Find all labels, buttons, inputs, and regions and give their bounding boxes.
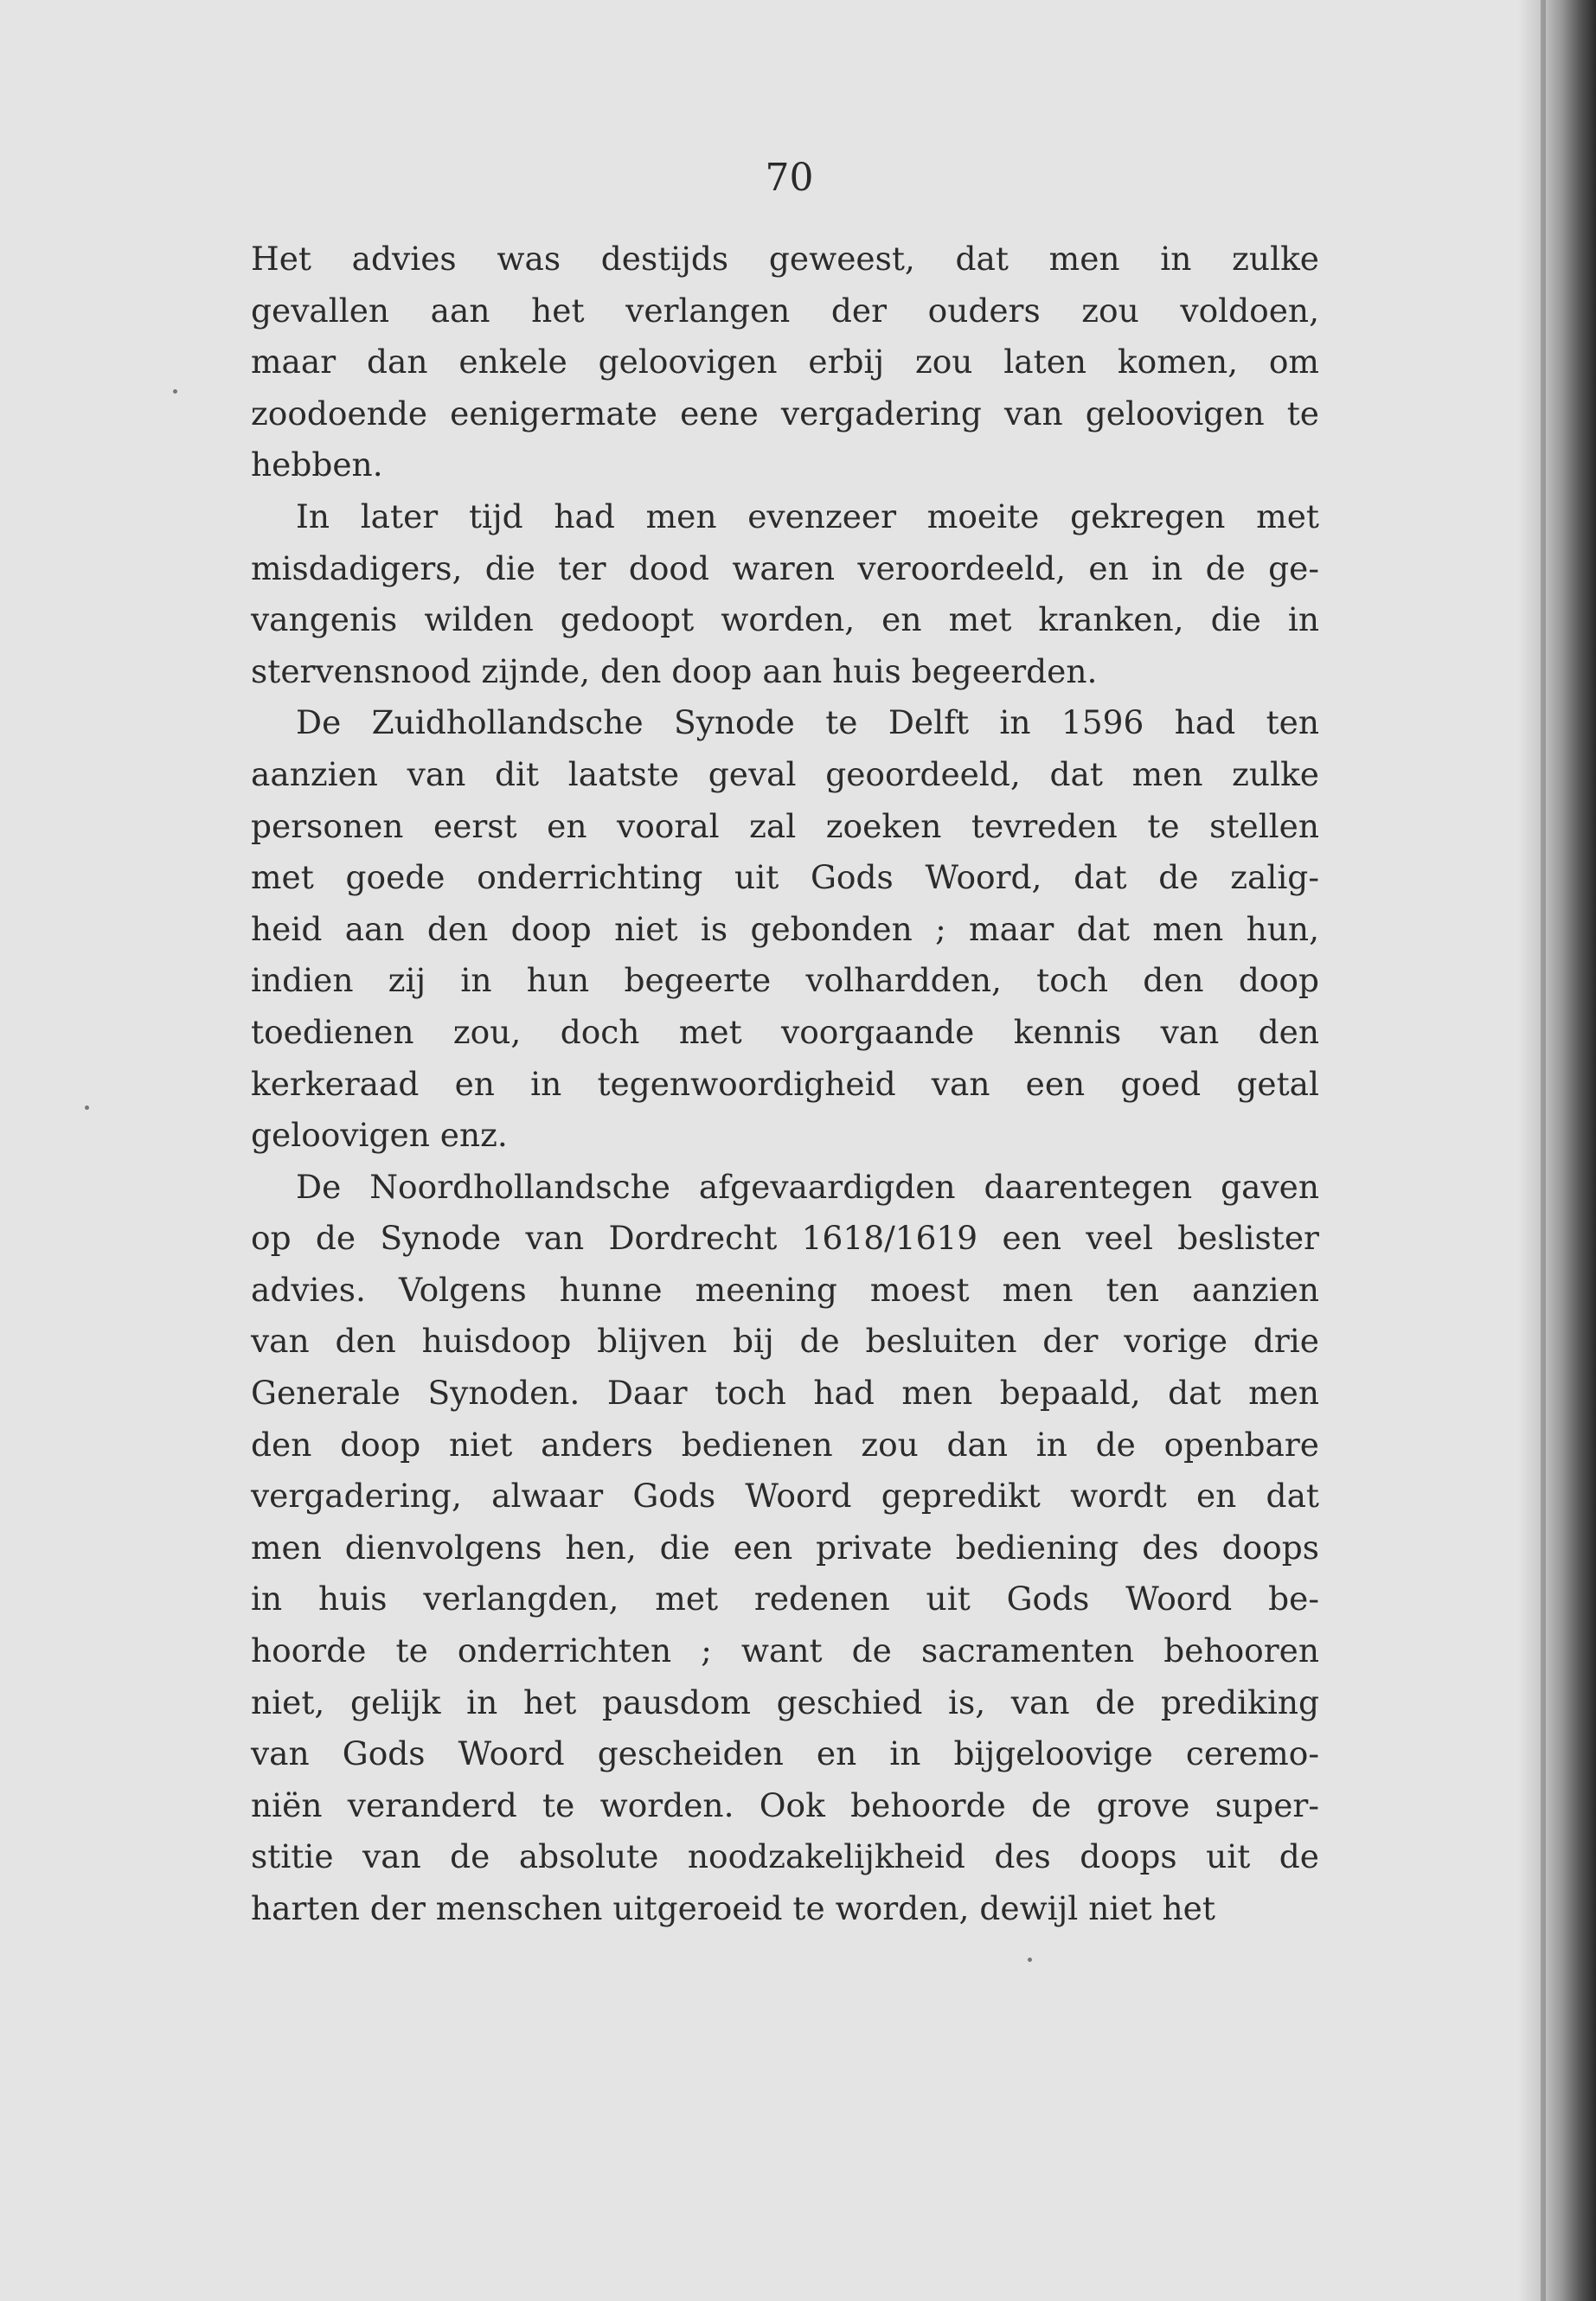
text-line: van Gods Woord gescheiden en in bijgeloovige ceremo-	[251, 1734, 1319, 1773]
binding-edge	[1541, 0, 1546, 2301]
paragraph	[251, 697, 1319, 1161]
text-line: aanzien van dit laatste geval geoordeeld, dat men zulke	[251, 754, 1319, 793]
text-line: maar dan enkele geloovigen erbij zou laten komen, om	[251, 343, 1319, 381]
text-line: De Noordhollandsche afgevaardigden daarentegen gaven	[296, 1167, 1319, 1206]
text-line: vergadering, alwaar Gods Woord gepredikt wordt en dat	[251, 1477, 1319, 1516]
text-line: den doop niet anders bedienen zou dan in de openbare	[251, 1425, 1319, 1464]
text-line: gevallen aan het verlangen der ouders zou voldoen,	[251, 291, 1319, 330]
paper-speck	[85, 1106, 89, 1110]
text-line: harten der menschen uitgeroeid te worden, dewijl niet het	[251, 1889, 1215, 1927]
paper-speck	[1028, 1958, 1032, 1962]
text-line: advies. Volgens hunne meening moest men ten aanzien	[251, 1270, 1319, 1309]
paragraph	[251, 491, 1319, 697]
page-number: 70	[765, 156, 814, 200]
text-line: hoorde te onderrichten ; want de sacramenten behooren	[251, 1631, 1319, 1670]
text-line: zoodoende eenigermate eene vergadering van geloovigen te	[251, 394, 1319, 433]
text-line: op de Synode van Dordrecht 1618/1619 een veel beslister	[251, 1219, 1319, 1258]
text-line: met goede onderrichting uit Gods Woord, dat de zalig-	[251, 858, 1319, 897]
paper-speck	[173, 389, 177, 394]
text-line: Het advies was destijds geweest, dat men in zulke	[251, 240, 1319, 278]
text-line: In later tijd had men evenzeer moeite gekregen met	[296, 497, 1319, 535]
text-line: misdadigers, die ter dood waren veroordeeld, en in de ge-	[251, 548, 1319, 587]
text-line: stitie van de absolute noodzakelijkheid des doops uit de	[251, 1837, 1319, 1876]
text-line: niën veranderd te worden. Ook behoorde de grove super-	[251, 1785, 1319, 1824]
text-line: geloovigen enz.	[251, 1116, 508, 1155]
text-line: hebben.	[251, 445, 383, 484]
text-line: heid aan den doop niet is gebonden ; maar dat men hun,	[251, 909, 1319, 948]
text-line: toedienen zou, doch met voorgaande kennis van den	[251, 1012, 1319, 1051]
text-line: personen eerst en vooral zal zoeken tevreden te stellen	[251, 806, 1319, 845]
text-line: vangenis wilden gedoopt worden, en met kranken, die in	[251, 600, 1319, 639]
text-line: kerkeraad en in tegenwoordigheid van een goed getal	[251, 1064, 1319, 1103]
text-line: men dienvolgens hen, die een private bediening des doops	[251, 1528, 1319, 1567]
text-line: in huis verlangden, met redenen uit Gods Woord be-	[251, 1580, 1319, 1618]
body-text	[251, 234, 1319, 1935]
text-line: stervensnood zijnde, den doop aan huis begeerden.	[251, 651, 1098, 690]
paragraph	[251, 234, 1319, 491]
text-line: indien zij in hun begeerte volhardden, toch den doop	[251, 961, 1319, 1000]
paragraph	[251, 1162, 1319, 1935]
text-line: niet, gelijk in het pausdom geschied is, van de prediking	[251, 1682, 1319, 1721]
text-line: Generale Synoden. Daar toch had men bepaald, dat men	[251, 1374, 1319, 1413]
text-line: van den huisdoop blijven bij de besluiten der vorige drie	[251, 1322, 1319, 1361]
binding-shadow	[1518, 0, 1596, 2301]
text-line: De Zuidhollandsche Synode te Delft in 1596 had ten	[296, 703, 1319, 742]
